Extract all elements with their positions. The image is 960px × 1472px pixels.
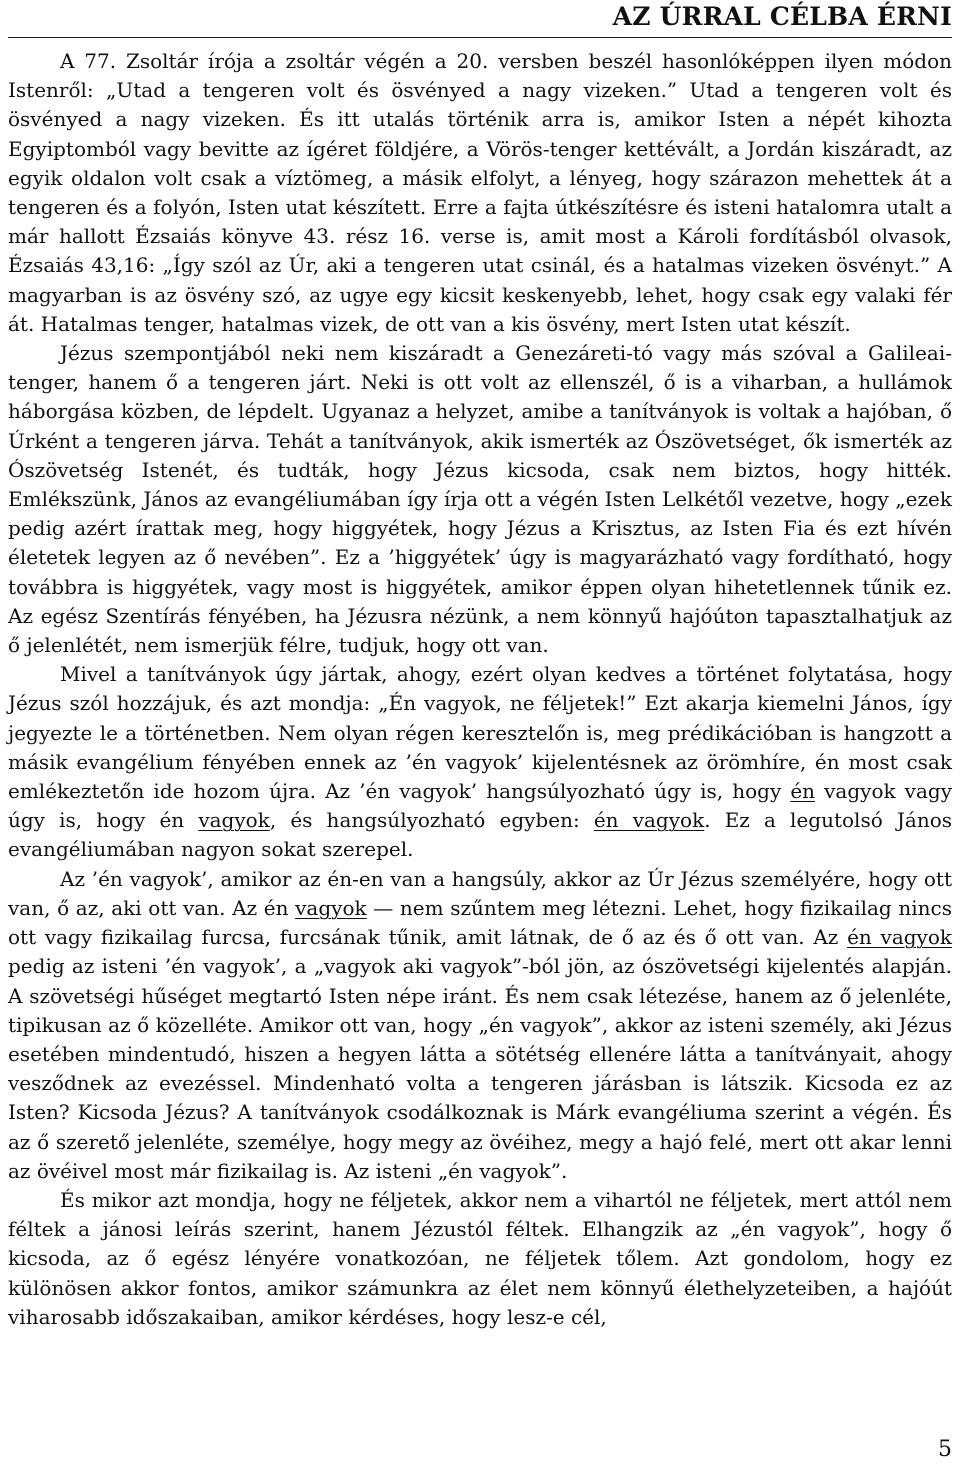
paragraph-text: A 77. Zsoltár írója a zsoltár végén a 20. versben beszél hasonlóképpen ilyen módon Istenről: „Utad a tengeren volt és ösvényed a nagy vizeken.” Utad a tengeren volt és ösvényed a nagy vizeken. És itt utalás történik arra is, amikor Isten a népét kihozta Egyiptomból vagy bevitte az ígéret földjére, a Vörös-tenger kettévált, a Jordán kiszáradt, az egyik oldalon volt csak a víztömeg, a másik elfolyt, a lényeg, hogy szárazon mehettek át a tengeren és a folyón, Isten utat készített. Erre a fajta útkészítésre és isteni hatalomra utalt a már hallott Ézsaiás könyve 43. rész 16. verse is, amit most a Károli fordításból olvasok, Ézsaiás 43,16: „Így szól az Úr, aki a tengeren utat csinál, és a hatalmas vizeken ösvényt.” A magyarban is az ösvény szó, az ugye egy kicsit keskenyebb, lehet, hogy csak egy valaki fér át. Hatalmas tenger, hatalmas vizek, de ott van a kis ösvény, mert Isten utat készít. [8,49,952,336]
paragraph-text: És mikor azt mondja, hogy ne féljetek, akkor nem a vihartól ne féljetek, mert attól nem féltek a jánosi leírás szerint, hanem Jézustól féltek. Elhangzik az „én vagyok”, hogy ő kicsoda, az ő egész lényére vonatkozóan, ne féljetek tőlem. Azt gondolom, hogy ez különösen akkor fontos, amikor számunkra az élet nem könnyű élethelyzeteiben, a hajóút viharosabb időszakaiban, amikor kérdéses, hogy lesz-e cél, [8,1187,952,1329]
paragraph-text: Az ’én vagyok’, amikor az én-en van a hangsúly, akkor az Úr Jézus személyére, hogy ott van, ő az, aki ott van. Az én [8,866,952,920]
paragraph-text: Mivel a tanítványok úgy jártak, ahogy, ezért olyan kedves a történet folytatása, hogy Jézus szól hozzájuk, és azt mondja: „Én vagyok, ne féljetek!” Ezt akarja kiemelni János, így jegyezte le a történetben. Nem olyan régen keresztelőn is, meg prédikációban is hangzott a másik evangélium fényében ennek az ’én vagyok’ kijelentésnek az örömhíre, én most csak emlékeztetőn ide hozom újra. Az ’én vagyok’ hangsúlyozható úgy is, hogy [8,662,952,804]
paragraph-text: vagyok vagy úgy is, hogy én [8,779,953,833]
header-divider [8,37,952,38]
emphasized-text: én vagyok [847,925,953,950]
paragraph-text: Jézus szempontjából neki nem kiszáradt a Genezáreti-tó vagy más szóval a Galileai-tenger, hanem ő a tengeren járt. Neki is ott volt az ellenszél, ő is a viharban, a hullámok háborgása közben, de lépdelt. Ugyanaz a helyzet, amibe a tanítványok is voltak a hajóban, ő Úrként a tengeren járva. Tehát a tanítványok, akik ismerték az Ószövetséget, ők ismerték az Ószövetség Istenét, és tudták, hogy Jézus kicsoda, csak nem biztos, hogy hitték. Emlékszünk, János az evangéliumában így írja ott a végén Isten Lelkétől vezetve, hogy „ezek pedig azért írattak meg, hogy higgyétek, hogy Jézus a Krisztus, az Isten Fia és ezt hívén életetek legyen az ő nevében”. Ez a ’higgyétek’ úgy is magyarázható vagy fordítható, hogy továbbra is higgyétek, vagy most is higgyétek, amikor éppen olyan hihetetlennek tűnik ez. Az egész Szentírás fényében, ha Jézusra nézünk, a nem könnyű hajóúton tapasztalhatjuk az ő jelenlétét, nem ismerjük félre, tudjuk, hogy ott van. [8,341,952,658]
running-header-title: AZ ÚRRAL CÉLBA ÉRNI [612,2,952,31]
emphasized-text: én [790,779,816,804]
paragraph [8,660,952,864]
paragraph-text: . Ez a legutolsó János evangéliumában nagyon sokat szerepel. [8,808,953,862]
body-text [8,47,952,1332]
emphasized-text: vagyok [198,808,270,833]
paragraph [8,339,952,660]
paragraph-text: pedig az isteni ’én vagyok’, a „vagyok aki vagyok”-ból jön, az ószövetségi kijelentés alapján. A szövetségi hűséget megtartó Isten népe iránt. És nem csak létezése, hanem az ő jelenléte, tipikusan az ő közelléte. Amikor ott van, hogy „én vagyok”, akkor az isteni személy, aki Jézus esetében mindentudó, hiszen a hegyen látta a sötétség ellenére látta a tanítványait, ahogy vesződnek az evezéssel. Mindenható volta a tengeren járásban is látszik. Kicsoda ez az Isten? Kicsoda Jézus? A tanítványok csodálkoznak is Márk evangéliuma szerint a végén. És az ő szerető jelenléte, személye, hogy megy az övéihez, megy a hajó felé, mert ott akar lenni az övéivel most már fizikailag is. Az isteni „én vagyok”. [8,954,952,1183]
paragraph [8,47,952,339]
paragraph [8,1186,952,1332]
emphasized-text: vagyok [295,895,367,920]
emphasized-text: én vagyok [593,808,705,833]
page-number: 5 [938,1437,952,1462]
paragraph-text: , és hangsúlyozható egyben: [269,808,594,833]
paragraph [8,865,952,1186]
paragraph-text: — nem szűntem meg létezni. Lehet, hogy fizikailag nincs ott vagy fizikailag furcsa, furcsának tűnik, amit látnak, de ő az és ő ott van. Az [8,895,952,950]
